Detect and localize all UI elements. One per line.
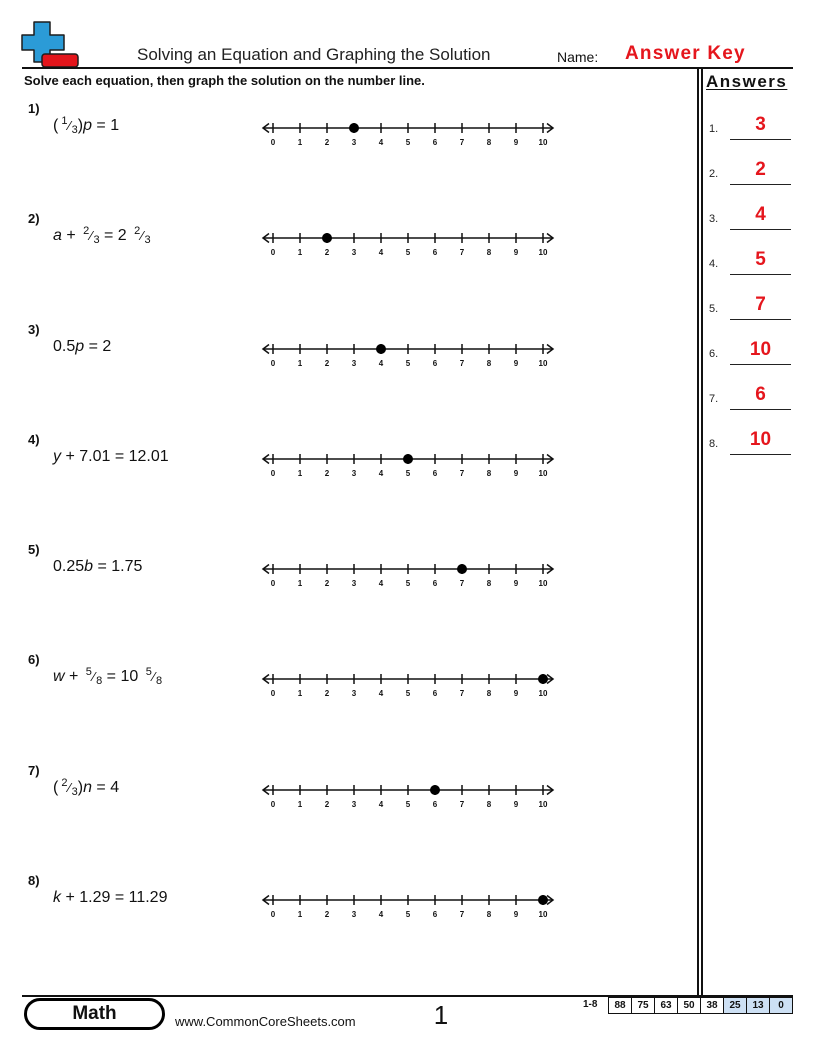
number-line (258, 118, 558, 150)
equation (53, 447, 169, 467)
tick-label: 3 (351, 358, 357, 368)
tick-label: 2 (324, 248, 330, 258)
equation-text: + (64, 668, 83, 686)
tick-label: 5 (405, 799, 411, 809)
problem-number: 2) (28, 211, 40, 227)
equation (53, 778, 119, 799)
worksheet-title: Solving an Equation and Graphing the Solution (137, 45, 491, 64)
tick-label: 10 (538, 138, 548, 147)
tick-label: 6 (432, 138, 438, 147)
problem (0, 649, 690, 759)
score-box: 50 (677, 997, 701, 1014)
solution-point (322, 233, 332, 243)
solution-point (430, 785, 440, 795)
fraction-slash: ⁄ (90, 228, 93, 244)
score-box: 75 (631, 997, 655, 1014)
tick-label: 5 (405, 579, 411, 589)
answer-number: 2. (709, 168, 719, 180)
answer-value: 7 (730, 292, 791, 320)
score-box: 13 (746, 997, 770, 1014)
tick-label: 4 (378, 799, 384, 809)
equation-text: = 1.75 (93, 558, 143, 576)
tick-label: 6 (432, 579, 438, 589)
problem-number: 8) (28, 873, 40, 889)
tick-label: 4 (378, 910, 384, 920)
equation (53, 226, 151, 247)
minus-shape (42, 54, 78, 67)
solution-point (349, 123, 359, 133)
variable: b (84, 558, 94, 576)
fraction-numerator: 2 (61, 776, 68, 789)
tick-label: 7 (459, 799, 465, 809)
tick-label: 6 (432, 799, 438, 809)
fraction-numerator: 1 (61, 115, 68, 127)
name-value: Answer Key (625, 43, 746, 64)
tick-label: 5 (405, 910, 411, 920)
number-line (258, 890, 558, 922)
equation-text: = 1 (91, 117, 120, 134)
tick-label: 7 (459, 579, 465, 589)
problem-number: 3) (28, 321, 40, 337)
tick-label: 9 (513, 689, 519, 699)
fraction-slash: ⁄ (68, 118, 71, 133)
variable: a (53, 227, 62, 245)
tick-label: 1 (297, 799, 303, 809)
answer-number: 8. (709, 438, 719, 450)
answer-list (704, 112, 799, 472)
equation (53, 116, 119, 137)
answer-row (704, 292, 799, 337)
tick-label: 2 (324, 910, 330, 920)
problem-number: 4) (28, 431, 40, 447)
score-box: 88 (608, 997, 632, 1014)
answer-row (704, 382, 799, 427)
tick-label: 0 (270, 910, 276, 920)
equation-text: + 7.01 = 12.01 (61, 447, 169, 465)
tick-label: 3 (351, 799, 357, 809)
fraction-numerator: 2 (83, 225, 90, 238)
equation-text: ) (77, 117, 84, 134)
answer-row (704, 112, 799, 157)
fraction-denominator: 3 (71, 124, 78, 136)
equation-text: = 2 (84, 337, 112, 355)
answer-column-divider (697, 69, 699, 995)
equation-text: 0.25 (53, 558, 85, 576)
tick-label: 9 (513, 248, 519, 258)
number-line (258, 339, 558, 371)
problem-number: 6) (28, 652, 40, 668)
tick-label: 8 (486, 689, 492, 699)
equation-text: 0.5 (53, 337, 76, 355)
answer-number: 1. (709, 123, 719, 135)
fraction-denominator: 8 (156, 675, 163, 688)
tick-label: 4 (378, 358, 384, 368)
variable: k (53, 889, 61, 907)
variable: n (83, 778, 92, 796)
tick-label: 2 (324, 138, 330, 147)
equation-text: = 4 (91, 778, 120, 796)
tick-label: 8 (486, 910, 492, 920)
problem (0, 539, 690, 649)
tick-label: 10 (538, 689, 548, 699)
tick-label: 8 (486, 248, 492, 258)
tick-label: 7 (459, 138, 465, 147)
solution-point (403, 454, 413, 464)
score-box: 38 (700, 997, 724, 1014)
fraction-numerator: 5 (145, 666, 152, 679)
number-line (258, 228, 558, 260)
tick-label: 0 (270, 799, 276, 809)
answer-row (704, 157, 799, 202)
fraction-numerator: 2 (134, 225, 141, 238)
tick-label: 2 (324, 579, 330, 589)
tick-label: 6 (432, 689, 438, 699)
tick-label: 6 (432, 358, 438, 368)
tick-label: 6 (432, 248, 438, 258)
tick-label: 9 (513, 799, 519, 809)
problem (0, 870, 690, 980)
tick-label: 6 (432, 468, 438, 478)
variable: y (53, 447, 61, 465)
fraction-denominator: 3 (144, 234, 151, 247)
variable: p (75, 337, 85, 355)
tick-label: 6 (432, 910, 438, 920)
tick-label: 5 (405, 248, 411, 258)
equation-text: = 2 (99, 227, 132, 245)
tick-label: 0 (270, 689, 276, 699)
tick-label: 1 (297, 138, 303, 147)
tick-label: 3 (351, 689, 357, 699)
tick-label: 0 (270, 579, 276, 589)
tick-label: 1 (297, 468, 303, 478)
tick-label: 7 (459, 468, 465, 478)
tick-label: 7 (459, 248, 465, 258)
answer-row (704, 202, 799, 247)
variable: w (53, 668, 65, 686)
equation-text: = 10 (102, 668, 143, 686)
tick-label: 8 (486, 579, 492, 589)
score-table (608, 997, 793, 1014)
number-line (258, 449, 558, 481)
equation (53, 888, 167, 908)
fraction-slash: ⁄ (152, 669, 155, 685)
tick-label: 8 (486, 358, 492, 368)
score-box: 0 (769, 997, 793, 1014)
solution-point (538, 674, 548, 684)
problem-number: 1) (28, 101, 40, 116)
answer-value: 10 (730, 337, 791, 365)
tick-label: 1 (297, 248, 303, 258)
score-box: 63 (654, 997, 678, 1014)
answer-row (704, 427, 799, 472)
solution-point (457, 564, 467, 574)
tick-label: 1 (297, 689, 303, 699)
tick-label: 5 (405, 358, 411, 368)
number-line (258, 780, 558, 812)
tick-label: 5 (405, 138, 411, 147)
tick-label: 7 (459, 689, 465, 699)
tick-label: 0 (270, 138, 276, 147)
fraction-numerator: 5 (85, 666, 92, 679)
answer-value: 5 (730, 247, 791, 275)
problem-number: 7) (28, 762, 40, 778)
equation-text: + (61, 227, 81, 245)
answer-value: 6 (730, 382, 791, 410)
equation (53, 667, 162, 688)
tick-label: 3 (351, 468, 357, 478)
tick-label: 2 (324, 358, 330, 368)
tick-label: 10 (538, 799, 548, 809)
equation (53, 557, 142, 577)
tick-label: 2 (324, 689, 330, 699)
tick-label: 1 (297, 358, 303, 368)
tick-label: 9 (513, 468, 519, 478)
tick-label: 1 (297, 579, 303, 589)
equation-text: ( (53, 778, 59, 796)
tick-label: 3 (351, 910, 357, 920)
tick-label: 0 (270, 468, 276, 478)
equation (53, 337, 111, 357)
tick-label: 8 (486, 799, 492, 809)
answer-number: 6. (709, 348, 719, 360)
subject-badge: Math (24, 998, 165, 1030)
page-number: 1 (433, 1000, 449, 1030)
tick-label: 4 (378, 468, 384, 478)
number-line (258, 559, 558, 591)
problem (0, 429, 690, 539)
problem (0, 208, 690, 318)
solution-point (538, 895, 548, 905)
answer-number: 7. (709, 393, 719, 405)
header-rule (22, 67, 793, 69)
tick-label: 7 (459, 358, 465, 368)
tick-label: 3 (351, 138, 357, 147)
tick-label: 4 (378, 689, 384, 699)
fraction-denominator: 3 (71, 785, 78, 798)
tick-label: 2 (324, 468, 330, 478)
answer-number: 4. (709, 258, 719, 270)
number-line (258, 669, 558, 701)
fraction-denominator: 3 (93, 234, 100, 247)
problem (0, 98, 690, 208)
tick-label: 10 (538, 579, 548, 589)
problem-number: 5) (28, 542, 40, 558)
fraction-slash: ⁄ (141, 228, 144, 244)
solution-point (376, 344, 386, 354)
tick-label: 3 (351, 579, 357, 589)
tick-label: 9 (513, 138, 519, 147)
answer-column-divider (701, 69, 703, 995)
answer-number: 5. (709, 303, 719, 315)
tick-label: 2 (324, 799, 330, 809)
answers-heading: Answers (706, 72, 788, 91)
problem-list (0, 98, 690, 980)
tick-label: 8 (486, 138, 492, 147)
answer-value: 4 (730, 202, 791, 230)
tick-label: 4 (378, 138, 384, 147)
fraction-slash: ⁄ (68, 779, 71, 795)
tick-label: 10 (538, 358, 548, 368)
tick-label: 1 (297, 910, 303, 920)
score-box: 25 (723, 997, 747, 1014)
answer-value: 3 (730, 112, 791, 140)
answer-row (704, 337, 799, 382)
answer-row (704, 247, 799, 292)
tick-label: 10 (538, 468, 548, 478)
tick-label: 5 (405, 468, 411, 478)
score-range-label: 1-8 (583, 999, 598, 1010)
fraction-slash: ⁄ (92, 669, 96, 685)
variable: p (83, 117, 92, 134)
problem (0, 760, 690, 870)
tick-label: 10 (538, 248, 548, 258)
tick-label: 7 (459, 910, 465, 920)
tick-label: 9 (513, 910, 519, 920)
problem (0, 319, 690, 429)
equation-text: + 1.29 = 11.29 (61, 889, 168, 907)
plus-minus-logo-icon (20, 20, 82, 70)
tick-label: 0 (270, 358, 276, 368)
tick-label: 3 (351, 248, 357, 258)
tick-label: 4 (378, 579, 384, 589)
tick-label: 0 (270, 248, 276, 258)
tick-label: 10 (538, 910, 548, 920)
equation-text: ( (53, 117, 59, 134)
fraction-denominator: 8 (96, 675, 103, 688)
tick-label: 9 (513, 579, 519, 589)
tick-label: 5 (405, 689, 411, 699)
answer-value: 2 (730, 157, 791, 185)
tick-label: 9 (513, 358, 519, 368)
tick-label: 8 (486, 468, 492, 478)
equation-text: ) (77, 778, 84, 796)
website-text: www.CommonCoreSheets.com (175, 1014, 356, 1029)
name-label: Name: (557, 49, 599, 65)
instructions: Solve each equation, then graph the solution on the number line. (24, 73, 425, 88)
tick-label: 4 (378, 248, 384, 258)
answer-number: 3. (709, 213, 719, 225)
answer-value: 10 (730, 427, 791, 455)
